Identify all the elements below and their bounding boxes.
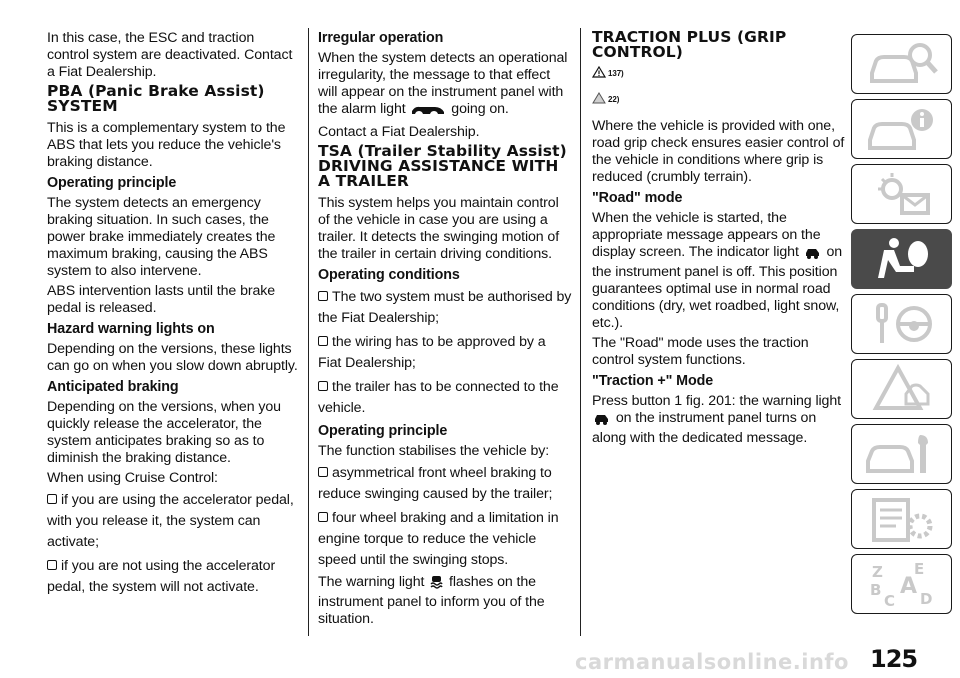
checkbox-bullet-icon <box>318 512 328 522</box>
operating-principle-paragraph: The system detects an emergency braking situation. In such cases, the power brake immediately creates the maximum braking, causing the ABS system to also intervene. <box>47 195 276 279</box>
specifications-icon <box>862 494 942 544</box>
anticipated-braking-heading: Anticipated braking <box>47 379 179 395</box>
road-mode-paragraph: When the vehicle is started, the appropriate message appears on the display screen. The indicator light on the instrument panel is off. This position guarantees optimal use in normal road conditions (dry, wet roadbed, light snow, etc.). <box>592 210 843 331</box>
tsa-intro-paragraph: This system helps you maintain control of the vehicle in case you are using a trailer. It detects the swinging motion of the trailer in certain driving conditions. <box>318 195 560 262</box>
index-letter: A <box>899 574 917 599</box>
road-mode-functions: The "Road" mode uses the traction control system functions. <box>592 335 809 368</box>
tab-safety[interactable] <box>851 229 952 289</box>
anticipated-braking-paragraph: Depending on the versions, when you quickly release the accelerator, the system anticipates braking so as to diminish the braking distance. <box>47 399 281 466</box>
list-item: the trailer has to be connected to the vehicle. <box>318 379 559 416</box>
warning-reference: 137) <box>592 66 847 82</box>
pba-section-title: PBA (Panic Brake Assist) SYSTEM <box>47 82 265 115</box>
tab-dashboard[interactable] <box>851 99 952 159</box>
tab-servicing[interactable] <box>851 424 952 484</box>
tab-starting-driving[interactable] <box>851 294 952 354</box>
note-reference: 22) <box>592 92 847 108</box>
column-3 <box>592 30 847 450</box>
traction-plus-mode-heading: "Traction +" Mode <box>592 373 714 389</box>
tab-knowing-vehicle[interactable] <box>851 34 952 94</box>
operating-principle-heading: Operating principle <box>47 175 177 191</box>
traction-plus-indicator-icon <box>594 412 610 430</box>
index-letter: C <box>883 592 895 609</box>
page-number: 125 <box>870 645 918 673</box>
tab-technical-data[interactable] <box>851 489 952 549</box>
traction-plus-intro: Where the vehicle is provided with one, road grip check ensures easier control of the vehicle in conditions where grip is reduced (crumbly terrain). <box>592 118 845 185</box>
watermark: carmanualsonline.info <box>575 650 849 674</box>
list-item: if you are using the accelerator pedal, with you release it, the system can activate; <box>47 492 294 550</box>
skid-alarm-icon <box>411 104 445 121</box>
index-letter: Z <box>871 563 883 581</box>
index-letter: B <box>869 581 881 599</box>
index-letters-icon <box>862 559 942 609</box>
operating-conditions-heading: Operating conditions <box>318 267 460 283</box>
key-steering-icon <box>862 299 942 349</box>
irregular-operation-paragraph: When the system detects an operational irregularity, the message to that effect will appear on the instrument panel with the alarm light going on. <box>318 50 572 121</box>
traction-plus-mode-paragraph: Press button 1 fig. 201: the warning light on the instrument panel turns on along with the dedicated message. <box>592 393 841 446</box>
tsa-section-title: TSA (Trailer Stability Assist) DRIVING ASSISTANCE WITH A TRAILER <box>318 142 567 190</box>
operating-principle-heading: Operating principle <box>318 423 448 439</box>
tab-warning-lights[interactable] <box>851 164 952 224</box>
hazard-lights-heading: Hazard warning lights on <box>47 321 215 337</box>
car-search-icon <box>862 39 942 89</box>
esc-deactivated-paragraph: In this case, the ESC and traction control system are deactivated. Contact a Fiat Dealership. <box>47 30 293 80</box>
index-letter: D <box>919 590 932 608</box>
column-2 <box>318 30 572 631</box>
cruise-control-intro: When using Cruise Control: <box>47 470 218 486</box>
note-triangle-icon <box>592 92 606 104</box>
column-divider <box>308 28 309 636</box>
list-item: if you are not using the accelerator pedal, the system will not activate. <box>47 558 276 595</box>
checkbox-bullet-icon <box>47 494 57 504</box>
column-divider <box>580 28 581 636</box>
car-maintenance-icon <box>862 429 942 479</box>
road-mode-heading: "Road" mode <box>592 190 683 206</box>
airbag-seat-icon <box>862 234 942 284</box>
checkbox-bullet-icon <box>318 336 328 346</box>
column-1 <box>47 30 299 601</box>
warning-light-paragraph: The warning light flashes on the instrument panel to inform you of the situation. <box>318 574 545 627</box>
traction-plus-section-title: TRACTION PLUS (GRIP CONTROL) <box>592 28 787 61</box>
list-item: four wheel braking and a limitation in engine torque to reduce the vehicle speed until the swinging stops. <box>318 510 559 568</box>
car-info-icon <box>862 104 942 154</box>
tab-index[interactable] <box>851 554 952 614</box>
checkbox-bullet-icon <box>318 467 328 477</box>
warning-triangle-icon <box>592 66 606 78</box>
list-item: The two system must be authorised by the Fiat Dealership; <box>318 289 572 326</box>
contact-dealership-paragraph: Contact a Fiat Dealership. <box>318 124 480 140</box>
checkbox-bullet-icon <box>318 291 328 301</box>
list-item: the wiring has to be approved by a Fiat Dealership; <box>318 334 546 371</box>
list-item: asymmetrical front wheel braking to reduce swinging caused by the trailer; <box>318 465 553 502</box>
hazard-lights-paragraph: Depending on the versions, these lights can go on when you slow down abruptly. <box>47 341 298 374</box>
chapter-sidebar <box>851 34 952 619</box>
checkbox-bullet-icon <box>47 560 57 570</box>
pba-intro-paragraph: This is a complementary system to the ABS that lets you reduce the vehicle's braking distance. <box>47 120 286 170</box>
warning-triangle-icon <box>862 364 942 414</box>
traction-indicator-icon <box>805 246 821 264</box>
esc-warning-icon <box>430 575 443 594</box>
tab-emergency[interactable] <box>851 359 952 419</box>
irregular-operation-heading: Irregular operation <box>318 30 444 46</box>
checkbox-bullet-icon <box>318 381 328 391</box>
abs-intervention-paragraph: ABS intervention lasts until the brake pedal is released. <box>47 283 276 316</box>
operating-principle-intro: The function stabilises the vehicle by: <box>318 443 550 459</box>
dashboard-lights-icon <box>862 169 942 219</box>
index-letter: E <box>913 560 924 578</box>
